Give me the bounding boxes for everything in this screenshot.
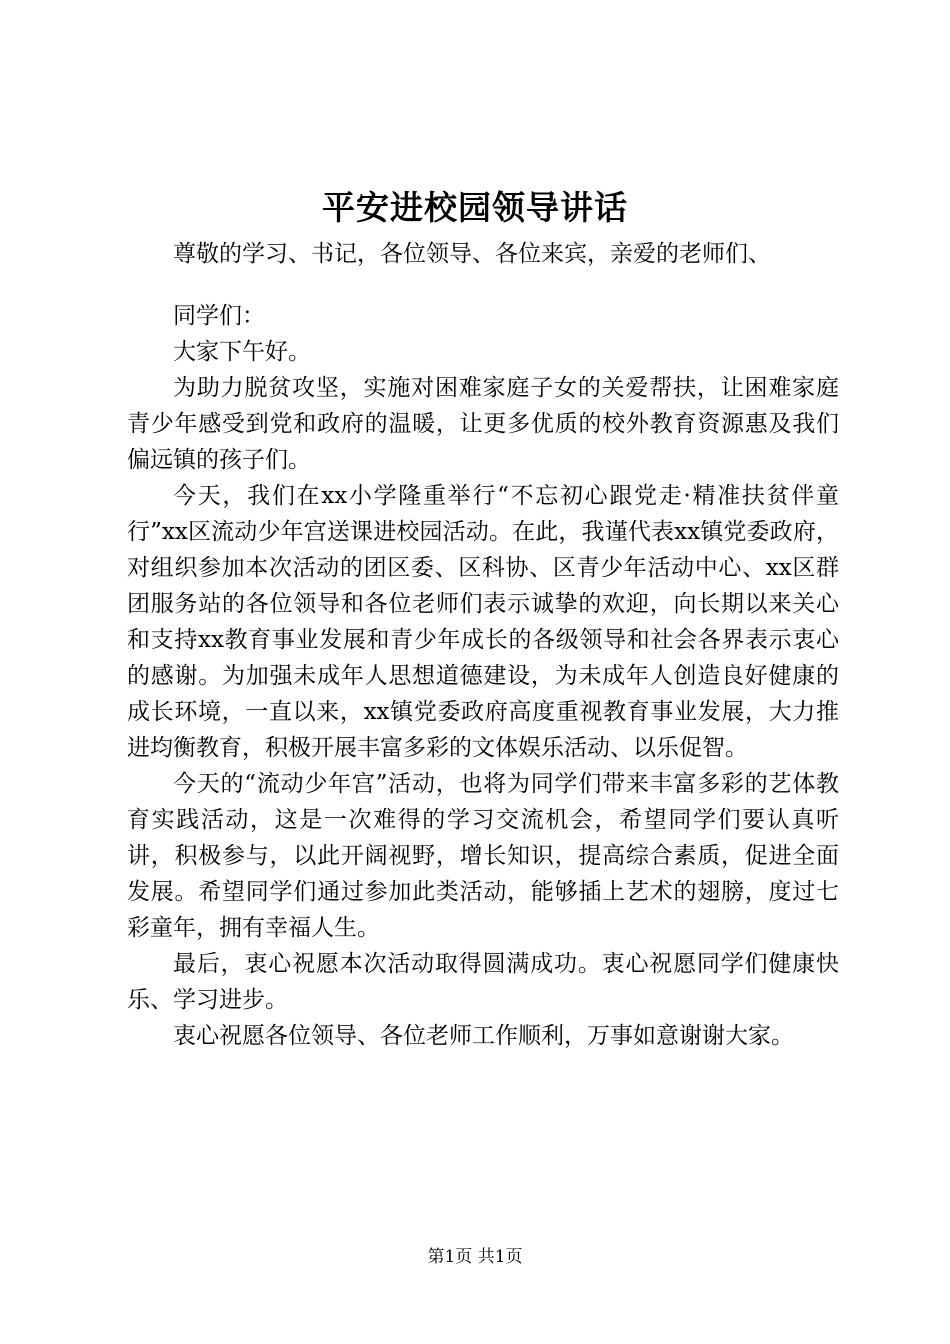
- paragraph-activity: 今天的“流动少年宫”活动，也将为同学们带来丰富多彩的艺体教育实践活动，这是一次难得的学习交流机会，希望同学们要认真听讲，积极参与，以此开阔视野，增长知识，提高综合素质，促进全面发展。希望同学们通过参加此类活动，能够插上艺术的翅膀，度过七彩童年，拥有幸福人生。: [127, 771, 839, 941]
- paragraph-wishes: 最后，衷心祝愿本次活动取得圆满成功。衷心祝愿同学们健康快乐、学习进步。: [127, 951, 839, 1013]
- paragraph-closing: 衷心祝愿各位领导、各位老师工作顺利，万事如意谢谢大家。: [173, 1023, 794, 1049]
- document-body: [127, 236, 839, 1054]
- page-indicator: 第1页 共1页: [427, 1247, 523, 1267]
- document-title: 平安进校园领导讲话: [322, 188, 628, 227]
- paragraph-greeting: 大家下午好。: [173, 339, 311, 365]
- salutation-line-2: 同学们：: [173, 303, 265, 329]
- paragraph-purpose: 为助力脱贫攻坚，实施对困难家庭子女的关爱帮扶，让困难家庭青少年感受到党和政府的温暖，让更多优质的校外教育资源惠及我们偏远镇的孩子们。: [127, 375, 839, 473]
- salutation-line-1: 尊敬的学习、书记，各位领导、各位来宾，亲爱的老师们、: [173, 241, 771, 267]
- paragraph-event: 今天，我们在xx小学隆重举行“不忘初心跟党走·精准扶贫伴童行”xx区流动少年宫送课进校园活动。在此，我谨代表xx镇党委政府，对组织参加本次活动的团区委、区科协、区青少年活动中心、xx区群团服务站的各位领导和各位老师们表示诚挚的欢迎，向长期以来关心和支持xx教育事业发展和青少年成长的各级领导和社会各界表示衷心的感谢。为加强未成年人思想道德建设，为未成年人创造良好健康的成长环境，一直以来，xx镇党委政府高度重视教育事业发展，大力推进均衡教育，积极开展丰富多彩的文体娱乐活动、以乐促智。: [127, 483, 839, 761]
